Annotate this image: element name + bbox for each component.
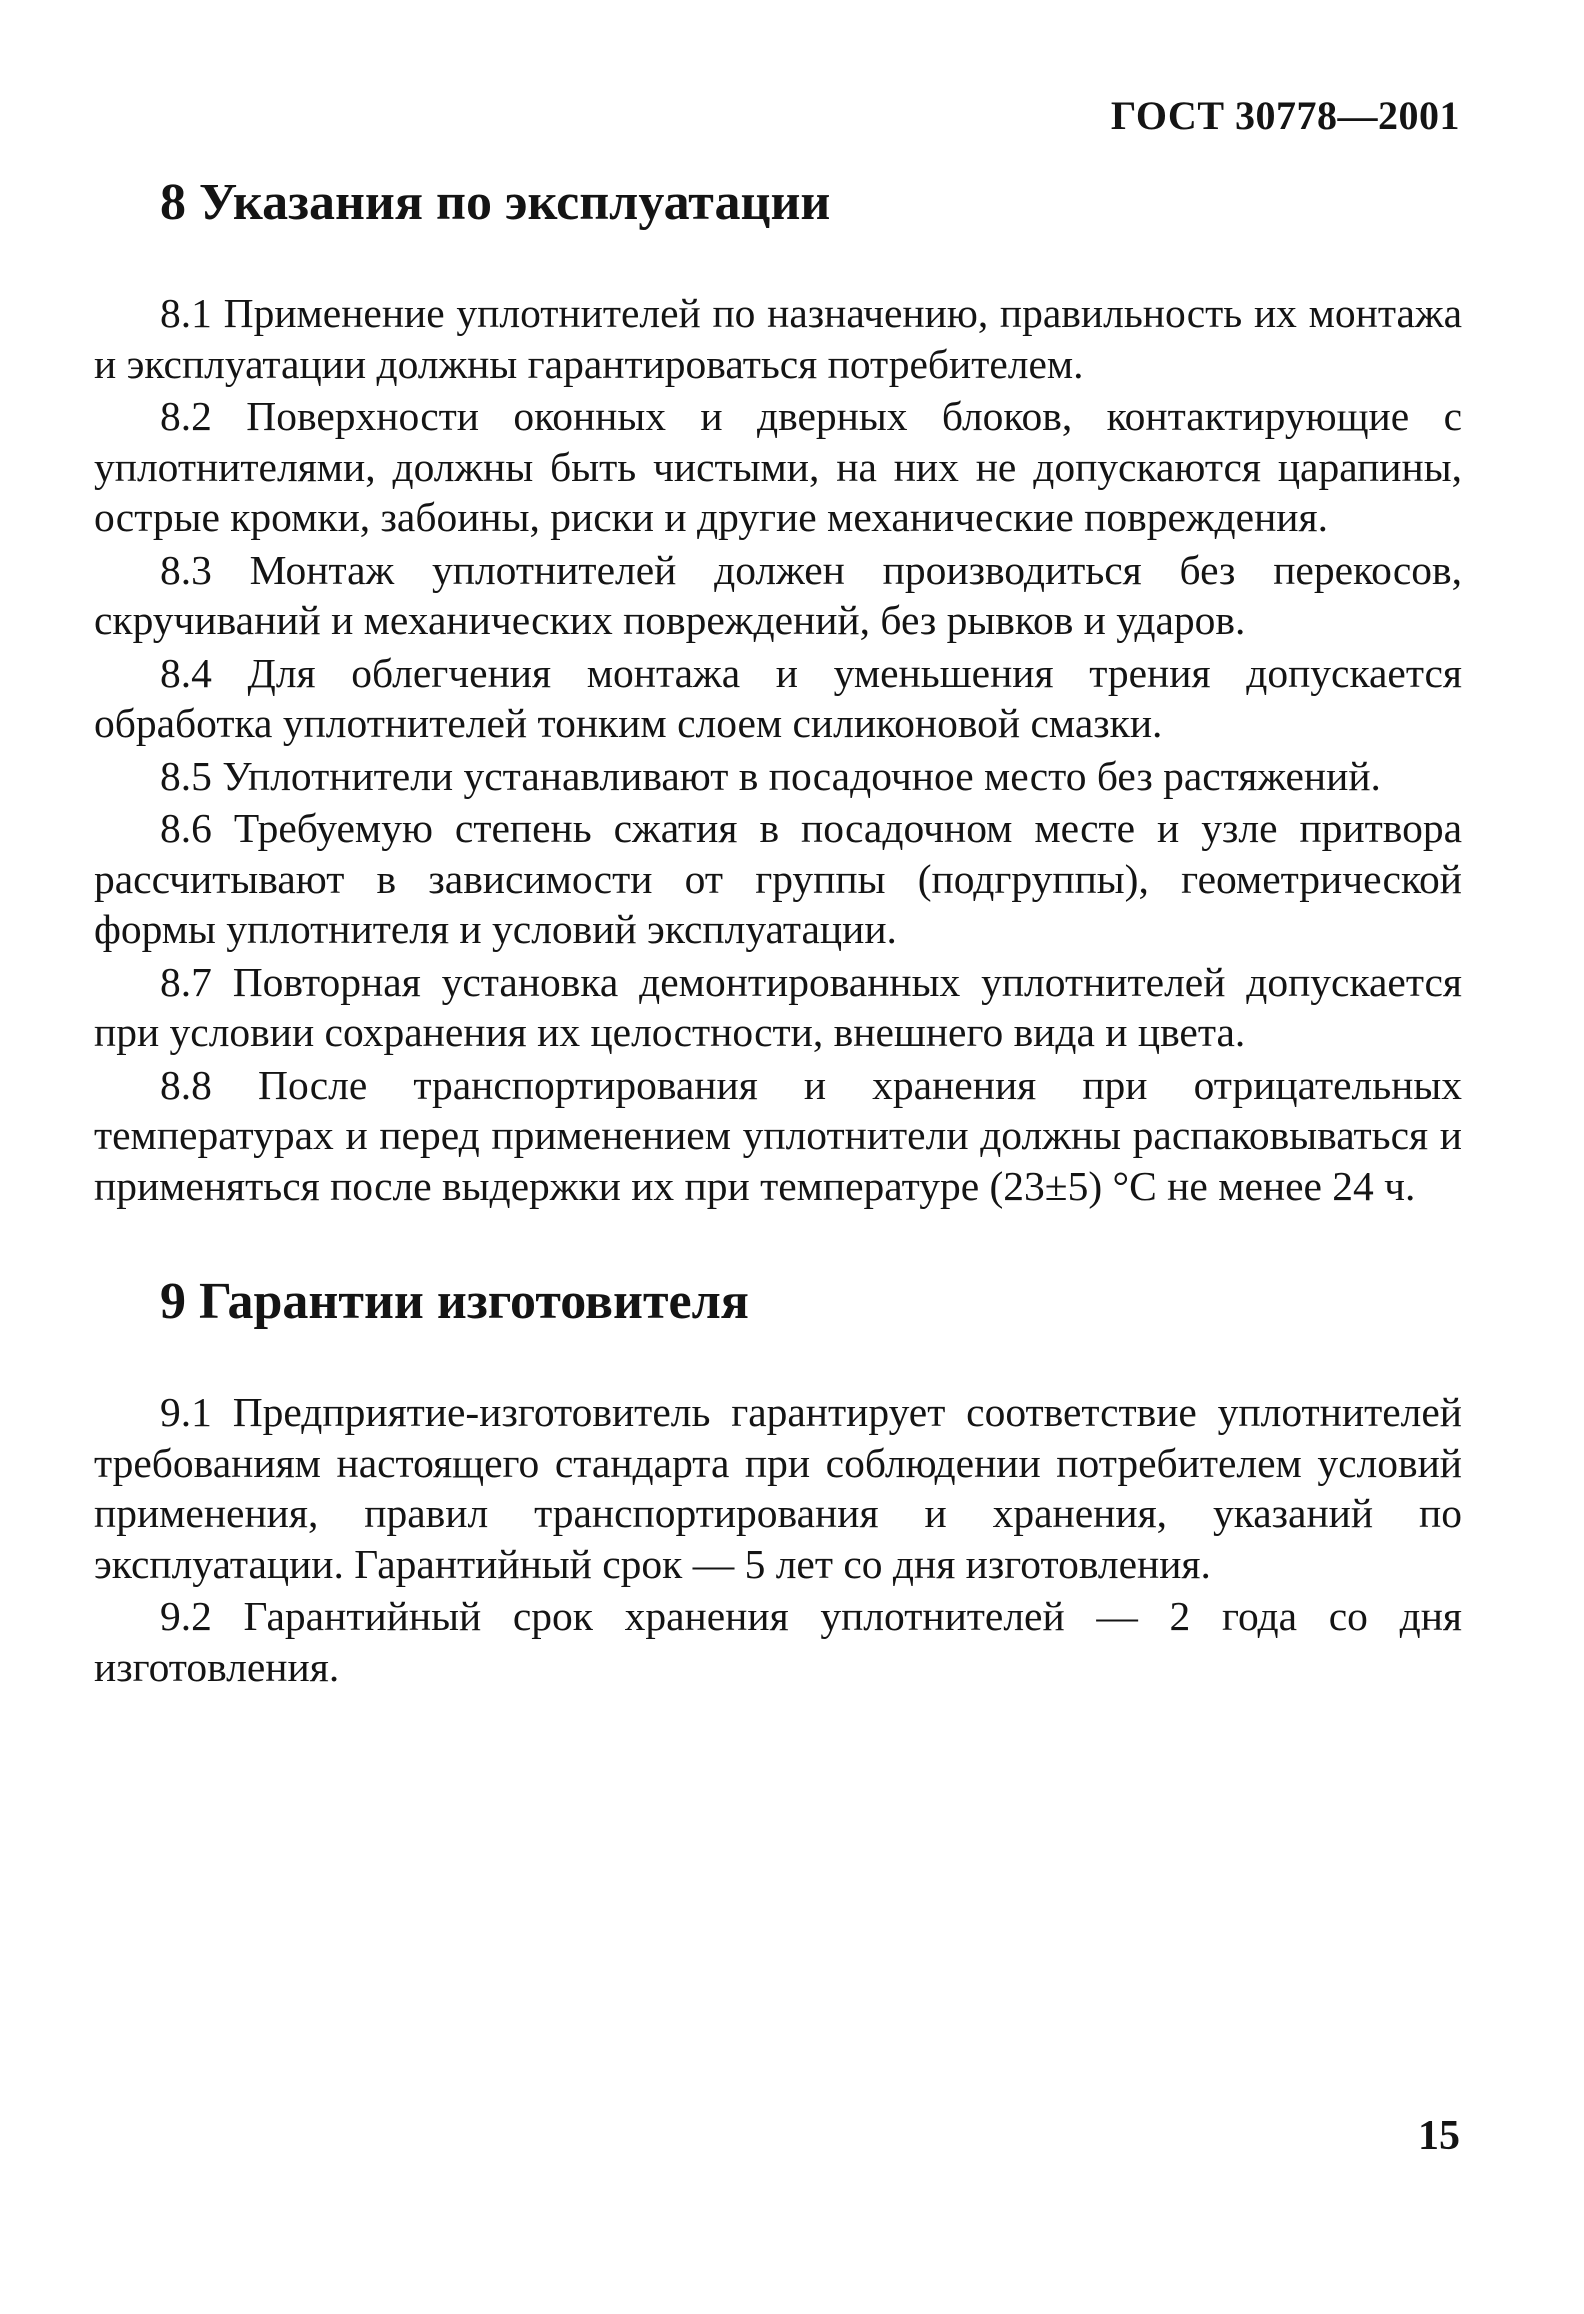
- paragraph-8-5: 8.5 Уплотнители устанавливают в посадочное место без растяжений.: [160, 752, 1381, 799]
- paragraph-8-8: 8.8 После транспортирования и хранения при отрицательных температурах и перед применением уплотнители должны распаковываться и применяться после выдержки их при температуре (23±5) °С не менее 24 ч.: [94, 1061, 1462, 1209]
- paragraph-8-1: 8.1 Применение уплотнителей по назначению, правильность их монтажа и эксплуатации должны гарантироваться потребителем.: [94, 290, 1462, 387]
- document-code: ГОСТ 30778—2001: [1110, 93, 1460, 138]
- section-heading: 8 Указания по эксплуатации: [160, 174, 831, 231]
- paragraph-8-6: 8.6 Требуемую степень сжатия в посадочном месте и узле притвора рассчитывают в зависимости от группы (подгруппы), геометрической формы уплотнителя и условий эксплуатации.: [94, 805, 1462, 952]
- section-body: [94, 1387, 1462, 1692]
- page-number: 15: [1418, 2113, 1460, 2159]
- section-body: [94, 288, 1462, 1211]
- paragraph-8-2: 8.2 Поверхности оконных и дверных блоков, контактирующие с уплотнителями, должны быть чистыми, на них не допускаются царапины, острые кромки, забоины, риски и другие механические повреждения.: [94, 393, 1462, 540]
- paragraph-8-3: 8.3 Монтаж уплотнителей должен производиться без перекосов, скручиваний и механических повреждений, без рывков и ударов.: [94, 546, 1462, 643]
- section-8: [94, 168, 1462, 1211]
- section-9: [94, 1267, 1462, 1692]
- paragraph-8-7: 8.7 Повторная установка демонтированных уплотнителей допускается при условии сохранения их целостности, внешнего вида и цвета.: [94, 958, 1462, 1055]
- section-heading: 9 Гарантии изготовителя: [160, 1273, 749, 1330]
- paragraph-9-2: 9.2 Гарантийный срок хранения уплотнителей — 2 года со дня изготовления.: [94, 1593, 1462, 1690]
- paragraph-8-4: 8.4 Для облегчения монтажа и уменьшения трения допускается обработка уплотнителей тонким слоем силиконовой смазки.: [94, 649, 1462, 746]
- paragraph-9-1: 9.1 Предприятие-изготовитель гарантирует соответствие уплотнителей требованиям настоящего стандарта при соблюдении потребителем условий применения, правил транспортирования и хранения, указаний по эксплуатации. Гарантийный срок — 5 лет со дня изготовления.: [94, 1389, 1462, 1587]
- page-content: [94, 168, 1462, 1694]
